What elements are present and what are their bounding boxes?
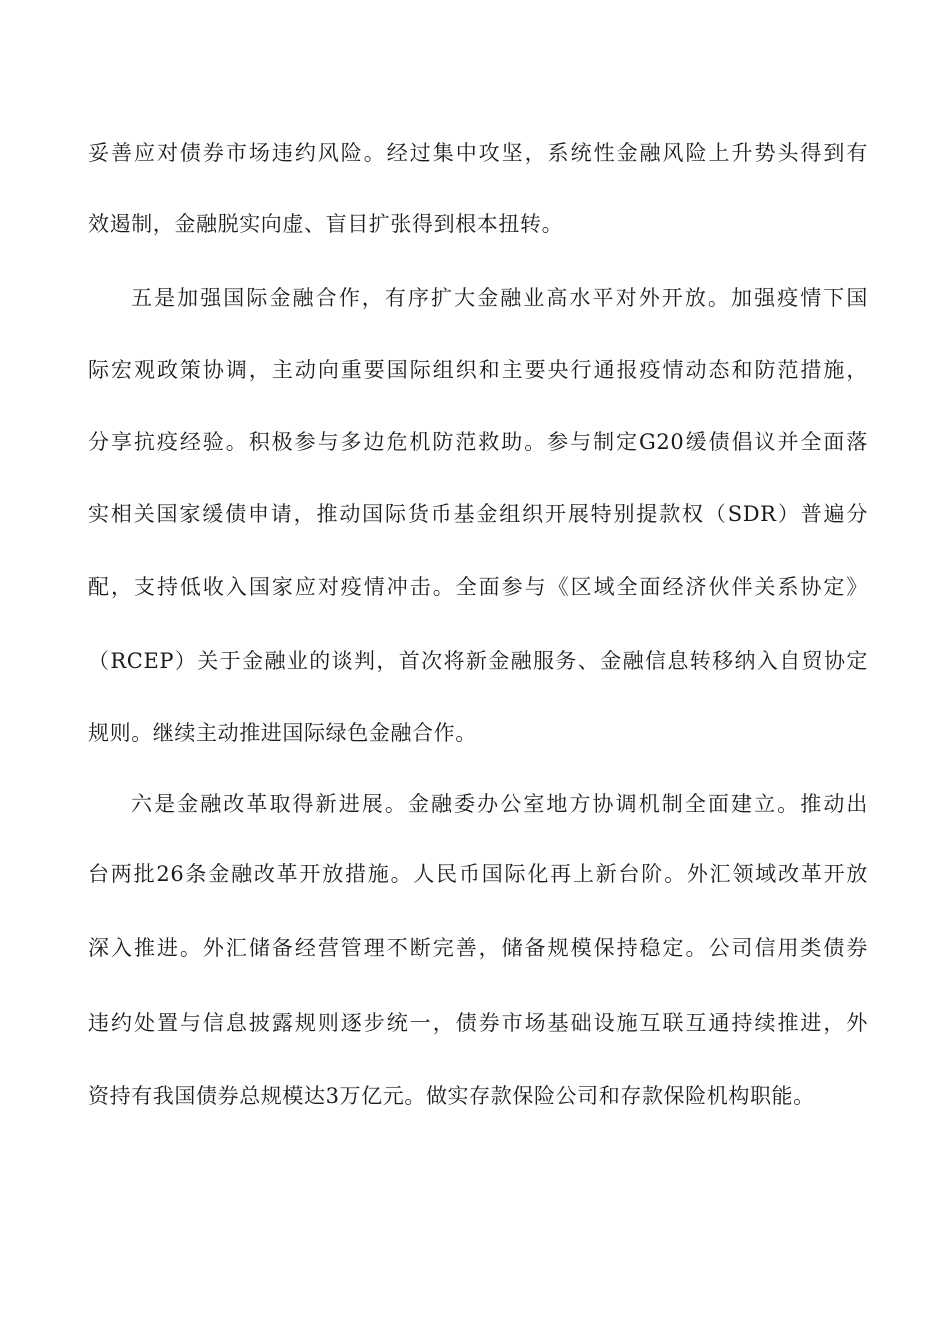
paragraph-start-line: 五是加强国际金融合作，有序扩大金融业高水平对外开放。加强疫情下国 [131,286,868,310]
text-line: 规则。继续主动推进国际绿色金融合作。 [88,721,477,745]
text-line: 分享抗疫经验。积极参与多边危机防范救助。参与制定G20缓债倡议并全面落 [88,430,868,454]
text-line: 资持有我国债券总规模达3万亿元。做实存款保险公司和存款保险机构职能。 [88,1084,815,1108]
text-line: 效遏制，金融脱实向虚、盲目扩张得到根本扭转。 [88,212,564,236]
text-line: （RCEP）关于金融业的谈判，首次将新金融服务、金融信息转移纳入自贸协定 [88,649,868,673]
text-line: 妥善应对债券市场违约风险。经过集中攻坚，系统性金融风险上升势头得到有 [88,141,868,165]
text-line: 配，支持低收入国家应对疫情冲击。全面参与《区域全面经济伙伴关系协定》 [88,575,868,599]
text-line: 违约处置与信息披露规则逐步统一，债券市场基础设施互联互通持续推进，外 [88,1011,868,1035]
paragraph-start-line: 六是金融改革取得新进展。金融委办公室地方协调机制全面建立。推动出 [131,792,868,816]
text-line: 台两批26条金融改革开放措施。人民币国际化再上新台阶。外汇领域改革开放 [88,862,868,886]
text-line: 际宏观政策协调，主动向重要国际组织和主要央行通报疫情动态和防范措施， [88,358,868,382]
text-line: 实相关国家缓债申请，推动国际货币基金组织开展特别提款权（SDR）普遍分 [88,502,868,526]
text-line: 深入推进。外汇储备经营管理不断完善，储备规模保持稳定。公司信用类债券 [88,936,868,960]
